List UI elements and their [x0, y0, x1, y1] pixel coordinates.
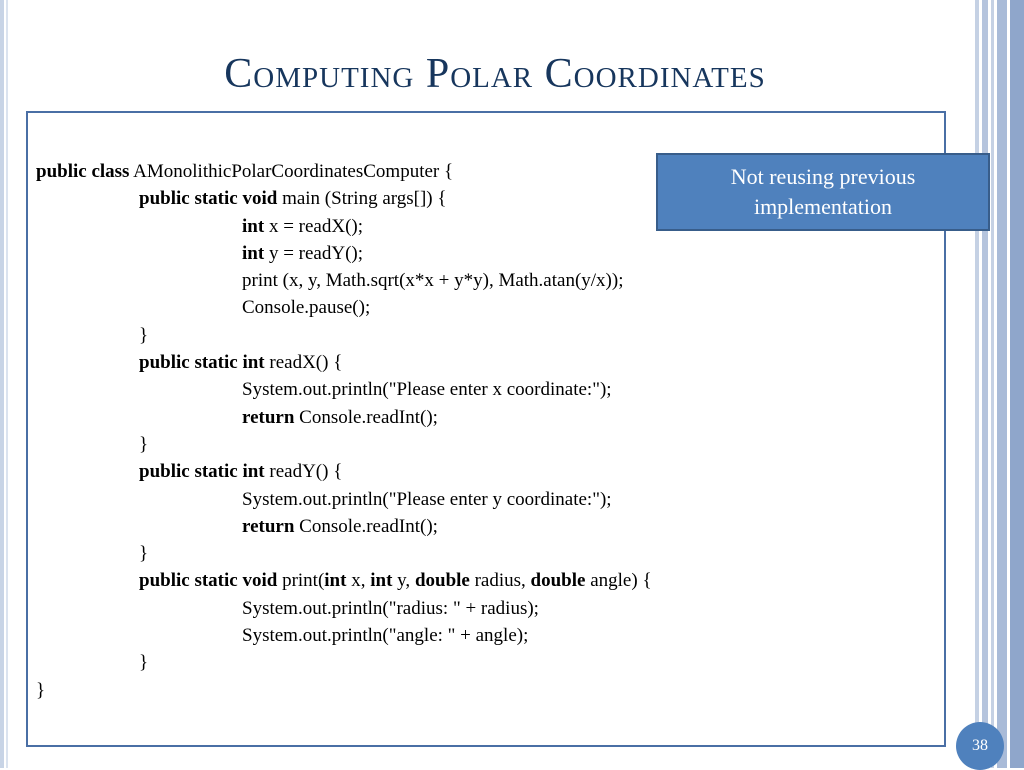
code-listing — [36, 158, 652, 704]
code-keyword: public class — [36, 161, 130, 182]
code-line — [36, 513, 652, 540]
code-text: Console.readInt(); — [294, 406, 438, 428]
code-line — [36, 158, 652, 185]
code-text: AMonolithicPolarCoordinatesComputer { — [129, 161, 454, 182]
code-line — [36, 649, 652, 676]
code-text: y = readY(); — [264, 242, 364, 264]
code-line — [36, 458, 652, 485]
code-line — [36, 486, 652, 513]
code-line — [36, 431, 652, 458]
code-line — [36, 185, 652, 212]
code-line — [36, 595, 652, 622]
code-text: readX() { — [264, 352, 343, 374]
right-border-stripe — [997, 0, 1007, 768]
code-text: radius, — [469, 570, 531, 592]
code-keyword: int — [242, 215, 265, 237]
slide-title: Computing Polar Coordinates — [224, 51, 766, 97]
code-keyword: double — [414, 570, 470, 592]
code-line — [36, 540, 652, 567]
code-text: angle) { — [585, 570, 652, 592]
code-text: main (String args[]) { — [277, 188, 447, 210]
right-border-stripe — [1010, 0, 1024, 768]
code-line — [36, 677, 652, 704]
code-line — [36, 376, 652, 403]
code-text: } — [139, 433, 149, 455]
code-text: Console.pause(); — [242, 297, 371, 319]
code-text: System.out.println("angle: " + angle); — [242, 625, 529, 647]
right-border-stripe — [991, 0, 994, 768]
code-text: System.out.println("Please enter x coordinate:"); — [242, 379, 612, 401]
code-text: readY() { — [264, 461, 343, 483]
page-number: 38 — [972, 737, 988, 754]
code-line — [36, 267, 652, 294]
code-keyword: double — [530, 570, 586, 592]
code-keyword: return — [242, 515, 295, 537]
code-text: } — [139, 324, 149, 346]
code-line — [36, 213, 652, 240]
code-text: x, — [346, 570, 371, 592]
code-keyword: public static int — [139, 352, 265, 374]
code-line — [36, 240, 652, 267]
page-number-badge — [956, 722, 1004, 770]
code-keyword: int — [242, 242, 265, 264]
code-keyword: public static int — [139, 461, 265, 483]
code-text: y, — [392, 570, 415, 592]
code-keyword: int — [324, 570, 347, 592]
code-text: x = readX(); — [264, 215, 364, 237]
code-text: } — [36, 679, 46, 701]
callout-box — [656, 153, 990, 231]
code-text: Console.readInt(); — [294, 515, 438, 537]
code-text: System.out.println("radius: " + radius); — [242, 597, 539, 619]
code-text: System.out.println("Please enter y coordinate:"); — [242, 488, 612, 510]
left-border-stripe — [0, 0, 4, 768]
code-line — [36, 567, 652, 594]
code-line — [36, 622, 652, 649]
code-keyword: return — [242, 406, 295, 428]
callout-text: Not reusing previous implementation — [730, 164, 916, 219]
code-line — [36, 322, 652, 349]
code-text: print (x, y, Math.sqrt(x*x + y*y), Math.atan(y/x)); — [242, 270, 624, 292]
right-border-stripe — [975, 0, 979, 768]
code-keyword: public static void — [139, 188, 278, 210]
code-line — [36, 349, 652, 376]
right-border-stripe — [982, 0, 988, 768]
left-border-stripe-inner — [6, 0, 8, 768]
code-text: print( — [277, 570, 325, 592]
code-keyword: public static void — [139, 570, 278, 592]
code-keyword: int — [370, 570, 393, 592]
code-line — [36, 294, 652, 321]
code-text: } — [139, 543, 149, 565]
code-text: } — [139, 652, 149, 674]
code-line — [36, 404, 652, 431]
